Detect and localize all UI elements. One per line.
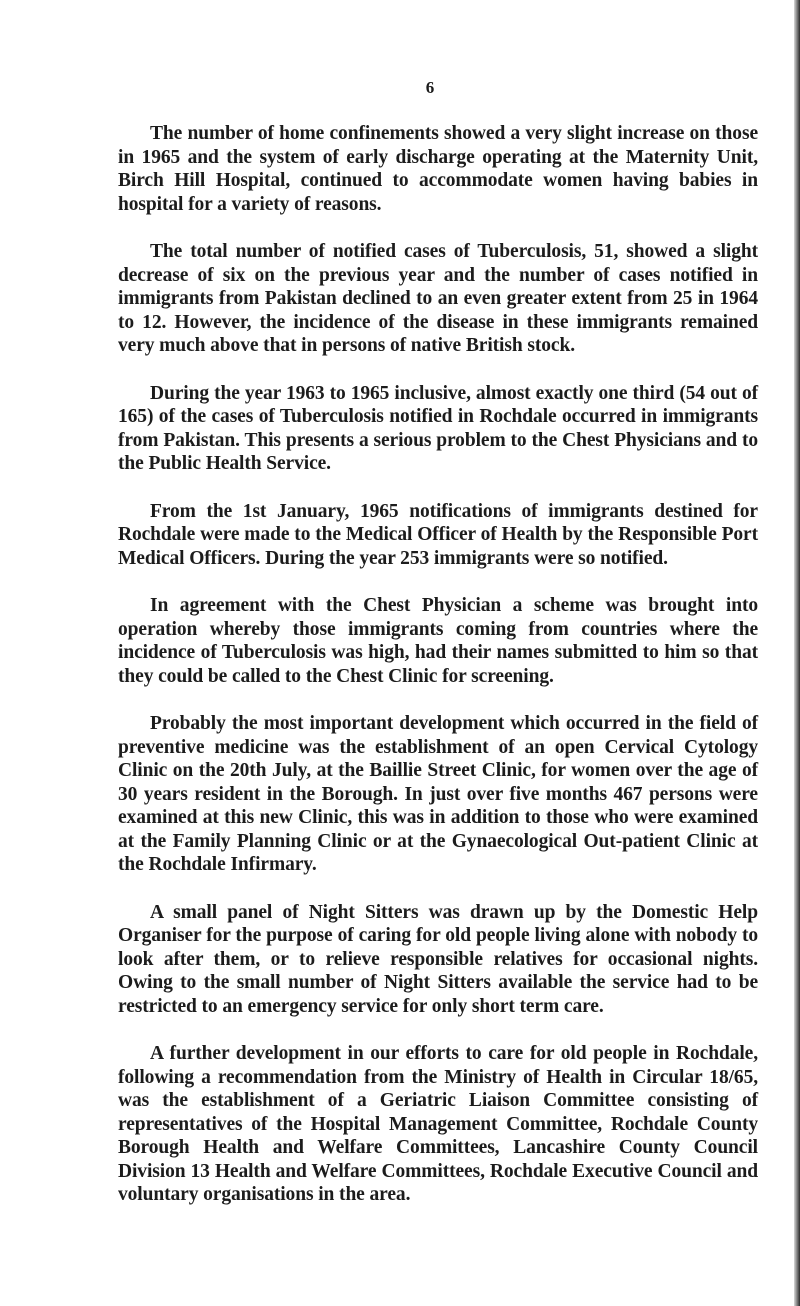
paragraph-cervical-cytology-clinic: Probably the most important development which occurred in the field of preventive medicine was the establishment of an open Cervical Cytology Clinic on the 20th July, at the Baillie Street Clinic, for women over the age of 30 years resident in the Borough. In just over five months 467 persons were examined at this new Clinic, this was in addition to those who were examined at the Family Planning Clinic or at the Gynaecological Out-patient Clinic at the Rochdale Infirmary. (118, 713, 758, 875)
paragraph-home-confinements: The number of home confinements showed a very slight increase on those in 1965 and the system of early discharge operating at the Maternity Unit, Birch Hill Hospital, continued to accommodate women having babies in hospital for a variety of reasons. (118, 123, 758, 215)
page-number: 6 (425, 78, 435, 97)
paragraph-night-sitters: A small panel of Night Sitters was drawn up by the Domestic Help Organiser for the purpose of caring for old people living alone with nobody to look after them, or to relieve responsible relatives for occasional nights. Owing to the small number of Night Sitters available the service had to be restricted to an emergency service for only short term care. (118, 901, 758, 1017)
paragraph-immigrant-notifications: From the 1st January, 1965 notifications of immigrants destined for Rochdale were made to the Medical Officer of Health by the Responsible Port Medical Officers. During the year 253 immigrants were so notified. (118, 500, 758, 569)
page-edge-shadow (794, 0, 800, 1306)
paragraph-chest-clinic-screening: In agreement with the Chest Physician a scheme was brought into operation whereby those immigrants coming from countries where the incidence of Tuberculosis was high, had their names submitted to him so that they could be called to the Chest Clinic for screening. (118, 595, 758, 687)
paragraph-tuberculosis-notifications: The total number of notified cases of Tuberculosis, 51, showed a slight decrease of six on the previous year and the number of cases notified in immigrants from Pakistan declined to an even greater extent from 25 in 1964 to 12. However, the incidence of the disease in these immigrants remained very much above that in persons of native British stock. (118, 241, 758, 356)
document-body (118, 122, 758, 1231)
paragraph-geriatric-liaison-committee: A further development in our efforts to care for old people in Rochdale, following a recommendation from the Ministry of Health in Circular 18/65, was the establishment of a Geriatric Liaison Committee consisting of representatives of the Hospital Management Committee, Rochdale County Borough Health and Welfare Committees, Lancashire County Council Division 13 Health and Welfare Committees, Rochdale Executive Council and voluntary organisations in the area. (118, 1043, 758, 1205)
paragraph-tuberculosis-immigrants: During the year 1963 to 1965 inclusive, almost exactly one third (54 out of 165) of the cases of Tuberculosis notified in Rochdale occurred in immigrants from Pakistan. This presents a serious problem to the Chest Physicians and to the Public Health Service. (118, 382, 758, 474)
